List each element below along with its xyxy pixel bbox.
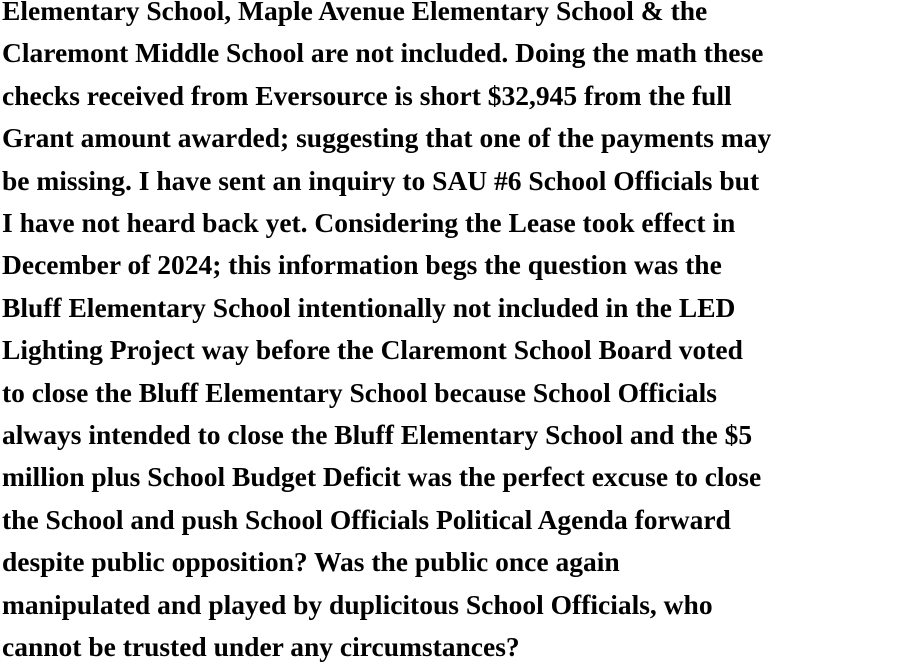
text-line: be missing. I have sent an inquiry to SAU #6 School Officials but	[2, 164, 760, 196]
text-line: despite public opposition? Was the public once again	[2, 546, 620, 578]
text-line: I have not heard back yet. Considering the Lease took effect in	[2, 207, 736, 239]
text-line: manipulated and played by duplicitous School Officials, who	[2, 588, 713, 620]
text-line: cannot be trusted under any circumstances?	[2, 631, 520, 663]
text-line: Claremont Middle School are not included. Doing the math these	[2, 37, 764, 69]
text-line: checks received from Eversource is short $32,945 from the full	[2, 79, 732, 111]
text-line: Elementary School, Maple Avenue Elementary School & the	[2, 0, 708, 26]
text-line: million plus School Budget Deficit was the perfect excuse to close	[2, 461, 762, 493]
text-line: Bluff Elementary School intentionally not included in the LED	[2, 291, 736, 323]
text-line: the School and push School Officials Political Agenda forward	[2, 503, 731, 535]
text-line: to close the Bluff Elementary School because School Officials	[2, 376, 717, 408]
text-line: December of 2024; this information begs the question was the	[2, 249, 722, 281]
text-line: Grant amount awarded; suggesting that one of the payments may	[2, 122, 772, 154]
text-line: Lighting Project way before the Claremont School Board voted	[2, 334, 743, 366]
text-line: always intended to close the Bluff Elementary School and the $5	[2, 419, 753, 451]
